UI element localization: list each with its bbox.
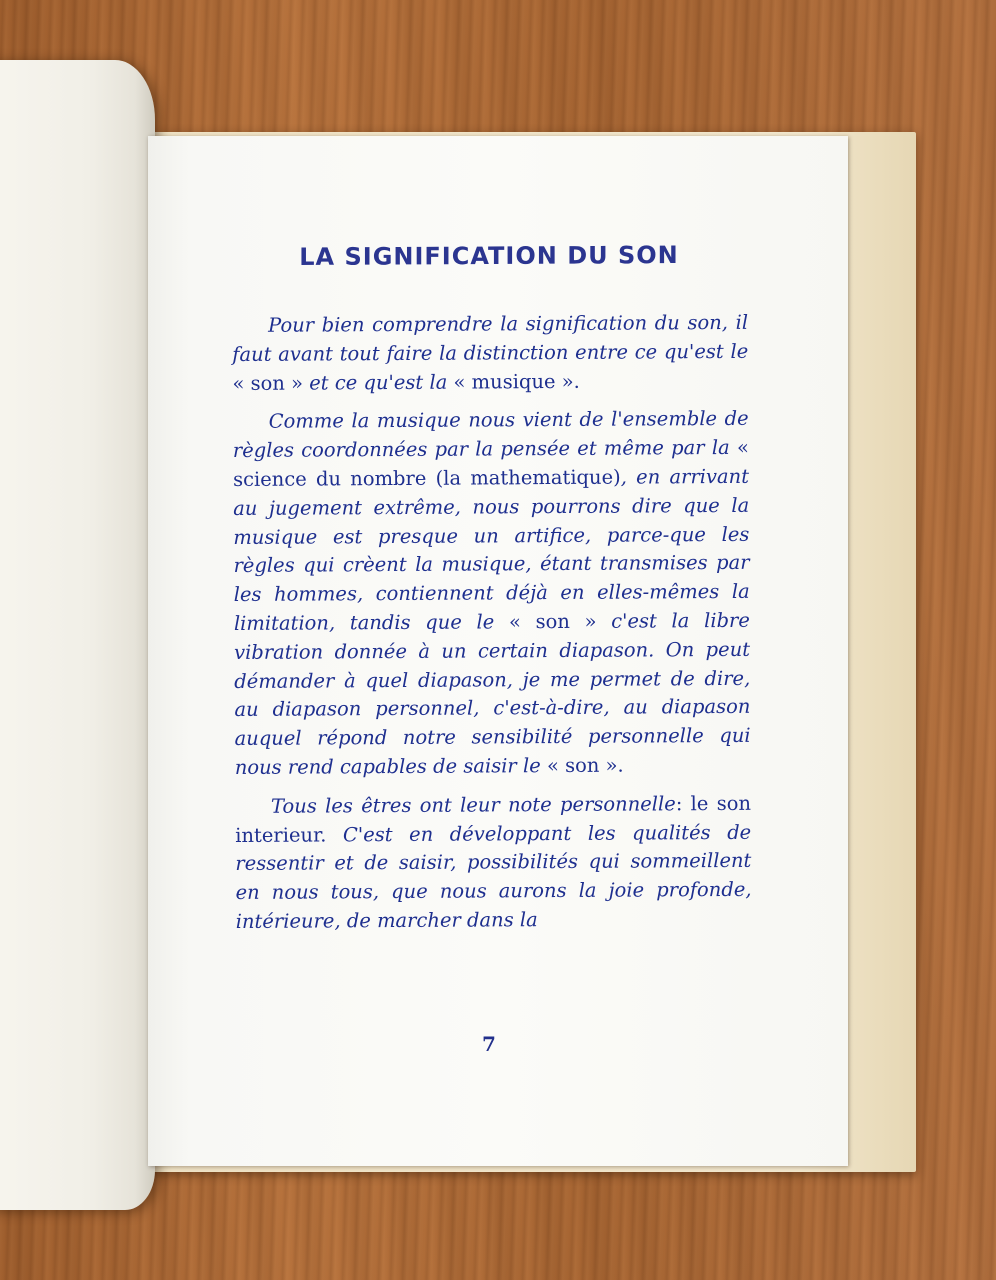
text-run: « science du nombre (la mathematique) — [232, 436, 749, 491]
book-page — [148, 136, 848, 1166]
left-page — [0, 60, 155, 1210]
text-run: et ce qu'est la — [302, 370, 454, 395]
text-run: « son » — [232, 371, 304, 395]
chapter-title: LA SIGNIFICATION DU SON — [299, 241, 679, 271]
text-run: : le son interieur. — [235, 791, 752, 847]
text-run: Tous les êtres ont leur note personnelle — [270, 792, 676, 818]
text-run: , en arrivant au jugement extrême, nous pourrons dire que la musique est presque un artifice, parce-que les règles qui crèent la musique, étant transmises par les hommes, contiennent déjà en elles-mêmes la limitation, tandis que le — [233, 464, 750, 635]
text-run: Comme la musique nous vient de l'ensemble de règles coordonnées par la pensée et même par la — [232, 407, 749, 463]
text-run: « son » — [508, 609, 597, 634]
text-run: c'est la libre vibration donnée à un certain diapason. On peut démander à quel diapason, je me permet de dire, au diapason personnel, c'est-à-dire, au diapason auquel répond notre sensibilité personnelle qui nous rend capables de saisir le — [234, 608, 751, 779]
paragraph-3 — [235, 790, 752, 937]
body-text — [232, 309, 752, 947]
paragraph-1 — [232, 309, 749, 399]
text-run: « son ». — [546, 753, 624, 778]
paragraph-2 — [233, 405, 751, 783]
text-run: « musique ». — [453, 369, 580, 394]
text-run: Pour bien comprendre la signification du son, il faut avant tout faire la distinction entre ce qu'est le — [232, 310, 749, 366]
text-run: C'est en développant les qualités de ressentir et de saisir, possibilités qui sommeillent en nous tous, que nous aurons la joie profonde, intérieure, de marcher dans la — [235, 820, 752, 933]
page-number: 7 — [482, 1032, 496, 1056]
